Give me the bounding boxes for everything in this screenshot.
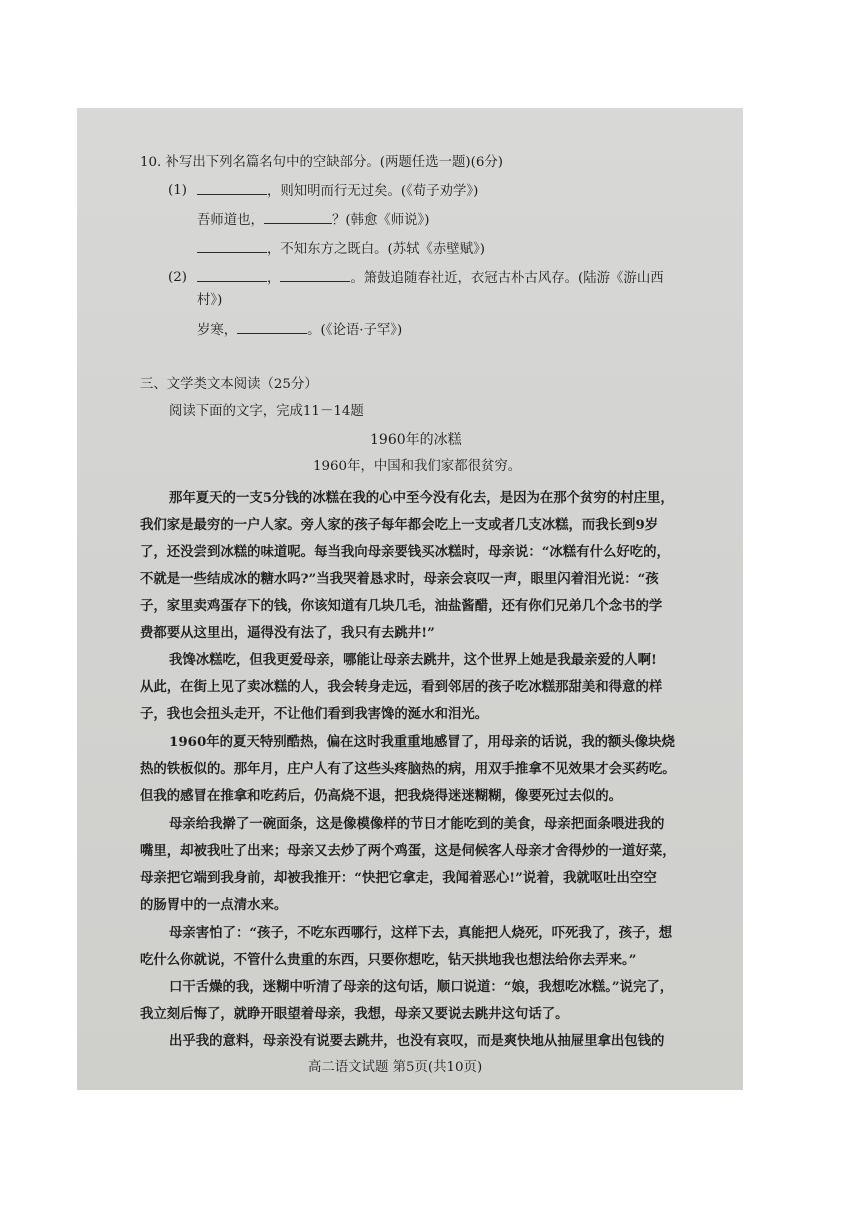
q10-heading: 10. 补写出下列名篇名句中的空缺部分。(两题任选一题)(6分): [140, 155, 503, 170]
passage-line: 口干舌燥的我，迷糊中听清了母亲的这句话，顺口说道：“娘，我想吃冰糕。”说完了，: [169, 979, 674, 995]
passage-line: 热的铁板似的。那年月，庄户人有了这些头疼脑热的病，用双手推拿不见效果才会买药吃。: [140, 761, 676, 777]
passage-line: 母亲给我擀了一碗面条，这是像模像样的节日才能吃到的美食，母亲把面条喂进我的: [169, 816, 665, 832]
answer-blank[interactable]: [264, 211, 332, 224]
passage-line: 我馋冰糕吃，但我更爱母亲，哪能让母亲去跳井，这个世界上她是我最亲爱的人啊!: [169, 652, 657, 668]
q10-part2-line1: ， 。箫鼓追随春社近，衣冠古朴古风存。(陆游《游山西: [197, 269, 664, 288]
passage-line: 我立刻后悔了，就睁开眼望着母亲，我想，母亲又要说去跳井这句话了。: [140, 1006, 569, 1022]
exam-page: [77, 108, 743, 1090]
passage-line: 了，还没尝到冰糕的味道呢。每当我向母亲要钱买冰糕时，母亲说：“冰糕有什么好吃的，: [140, 544, 670, 560]
passage-line: 费都要从这里出，逼得没有法了，我只有去跳井!”: [140, 625, 435, 641]
q10-part1-number: (1): [168, 183, 187, 198]
answer-blank[interactable]: [197, 182, 267, 195]
passage-line: 我们家是最穷的一户人家。旁人家的孩子每年都会吃上一支或者几支冰糕，而我长到9岁: [140, 517, 659, 533]
answer-blank[interactable]: [197, 240, 267, 253]
passage-line: 子，我也会扭头走开，不让他们看到我害馋的涎水和泪光。: [140, 706, 489, 722]
q10-part1-line3: ，不知东方之既白。(苏轼《赤壁赋》): [197, 240, 485, 259]
passage-line: 不就是一些结成冰的糖水吗?”当我哭着恳求时，母亲会哀叹一声，眼里闪着泪光说：“孩: [140, 571, 659, 587]
passage-line: 母亲把它端到我身前，却被我推开：“快把它拿走，我闻着恶心!”说着，我就呕吐出空空: [140, 870, 657, 886]
passage-line: 吃什么你就说，不管什么贵重的东西，只要你想吃，钻天拱地我也想法给你去弄来。”: [140, 952, 637, 968]
passage-title: 1960年的冰糕: [370, 432, 462, 448]
passage-line: 从此，在街上见了卖冰糕的人，我会转身走远，看到邻居的孩子吃冰糕那甜美和得意的样: [140, 679, 663, 695]
q10-part1-line1: ，则知明而行无过矣。(《荀子劝学》): [197, 182, 478, 201]
passage-line: 出乎我的意料，母亲没有说要去跳井，也没有哀叹，而是爽快地从抽屉里拿出包钱的: [169, 1033, 665, 1049]
passage-line: 嘴里，却被我吐了出来；母亲又去炒了两个鸡蛋，这是伺候客人母亲才舍得炒的一道好菜，: [140, 843, 676, 859]
passage-line: 但我的感冒在推拿和吃药后，仍高烧不退，把我烧得迷迷糊糊，像要死过去似的。: [140, 788, 623, 804]
answer-blank[interactable]: [197, 269, 267, 282]
section3-heading: 三、文学类文本阅读（25分）: [140, 377, 318, 392]
answer-blank[interactable]: [280, 269, 350, 282]
q10-part2-line2: 岁寒， 。(《论语·子罕》): [197, 323, 403, 338]
reading-instruction: 阅读下面的文字，完成11－14题: [169, 404, 364, 419]
q10-part1-line2: 吾师道也， ？(韩愈《师说》): [197, 213, 430, 228]
answer-blank[interactable]: [237, 321, 307, 334]
passage-subtitle: 1960年，中国和我们家都很贫穷。: [313, 459, 522, 474]
passage-line: 的肠胃中的一点清水来。: [140, 897, 288, 913]
passage-line: 子，家里卖鸡蛋存下的钱，你该知道有几块几毛，油盐酱醋，还有你们兄弟几个念书的学: [140, 598, 663, 614]
passage-line: 那年夏天的一支5分钱的冰糕在我的心中至今没有化去，是因为在那个贫穷的村庄里，: [169, 490, 674, 506]
passage-line: 1960年的夏天特别酷热，偏在这时我重重地感冒了，用母亲的话说，我的额头像块烧: [169, 734, 675, 750]
page-footer: 高二语文试题 第5页(共10页): [308, 1060, 483, 1075]
q10-part2-number: (2): [168, 270, 187, 285]
q10-part2-line1-cont: 村》): [197, 293, 223, 308]
passage-line: 母亲害怕了：“孩子，不吃东西哪行，这样下去，真能把人烧死，吓死我了，孩子，想: [169, 925, 673, 941]
